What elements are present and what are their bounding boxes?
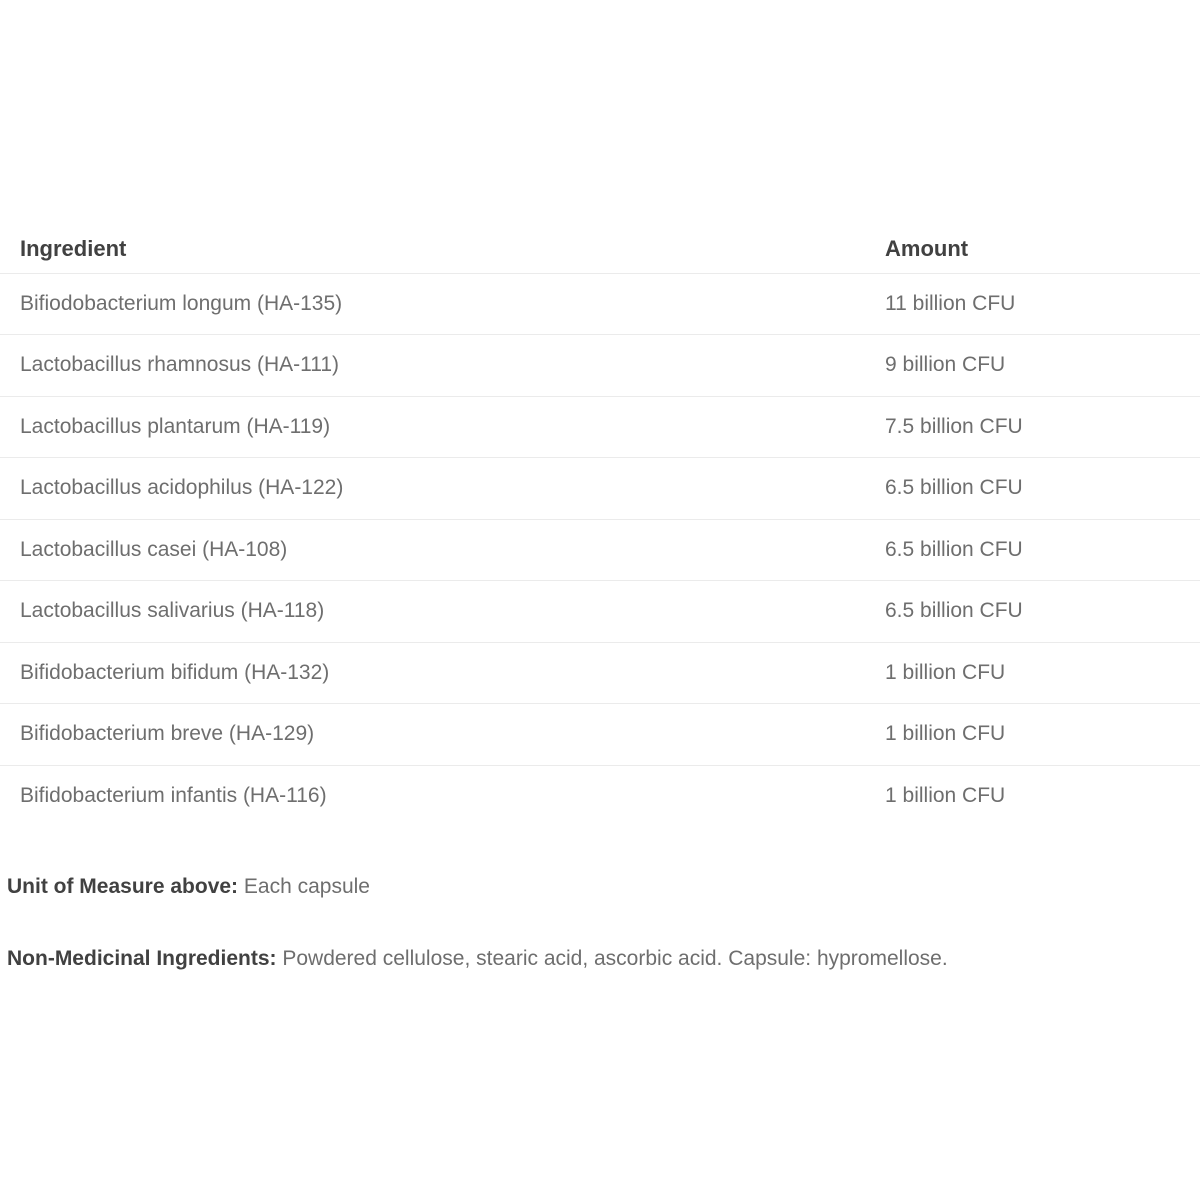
ingredient-name: Lactobacillus salivarius (HA-118) xyxy=(20,599,325,623)
unit-of-measure-label: Unit of Measure above: xyxy=(7,874,239,898)
non-medicinal-note xyxy=(7,944,1200,974)
table-row xyxy=(0,335,1200,397)
table-row xyxy=(0,581,1200,643)
ingredient-name: Lactobacillus rhamnosus (HA-111) xyxy=(20,353,340,377)
non-medicinal-value: Powdered cellulose, stearic acid, ascorbic acid. Capsule: hypromellose. xyxy=(276,946,948,970)
ingredient-name: Bifidobacterium breve (HA-129) xyxy=(20,722,315,746)
ingredient-amount: 1 billion CFU xyxy=(885,784,1006,807)
unit-of-measure-note xyxy=(7,872,1200,902)
ingredient-amount: 6.5 billion CFU xyxy=(885,476,1023,500)
table-row xyxy=(0,765,1200,827)
footnotes xyxy=(0,872,1200,974)
ingredients-table xyxy=(0,225,1200,827)
ingredient-name: Bifidobacterium bifidum (HA-132) xyxy=(20,660,330,684)
ingredient-amount: 1 billion CFU xyxy=(885,660,1006,684)
ingredient-name: Lactobacillus plantarum (HA-119) xyxy=(20,414,331,438)
ingredients-panel xyxy=(0,225,1200,1016)
ingredient-name: Lactobacillus acidophilus (HA-122) xyxy=(20,476,344,500)
column-header-amount: Amount xyxy=(885,235,969,261)
ingredient-amount: 11 billion CFU xyxy=(885,291,1016,315)
table-row xyxy=(0,642,1200,704)
unit-of-measure-value: Each capsule xyxy=(238,874,370,898)
ingredient-amount: 6.5 billion CFU xyxy=(885,599,1023,623)
non-medicinal-label: Non-Medicinal Ingredients: xyxy=(7,946,277,970)
ingredient-name: Lactobacillus casei (HA-108) xyxy=(20,537,288,561)
table-header-row xyxy=(0,225,1200,273)
table-row xyxy=(0,273,1200,335)
table-row xyxy=(0,519,1200,581)
table-row xyxy=(0,458,1200,520)
ingredient-amount: 1 billion CFU xyxy=(885,722,1006,746)
ingredient-amount: 9 billion CFU xyxy=(885,353,1006,377)
column-header-ingredient: Ingredient xyxy=(20,235,127,261)
table-row xyxy=(0,396,1200,458)
ingredient-amount: 7.5 billion CFU xyxy=(885,414,1023,438)
table-row xyxy=(0,704,1200,766)
ingredient-amount: 6.5 billion CFU xyxy=(885,537,1023,561)
ingredient-name: Bifidobacterium infantis (HA-116) xyxy=(20,784,327,807)
ingredient-name: Bifiodobacterium longum (HA-135) xyxy=(20,291,343,315)
